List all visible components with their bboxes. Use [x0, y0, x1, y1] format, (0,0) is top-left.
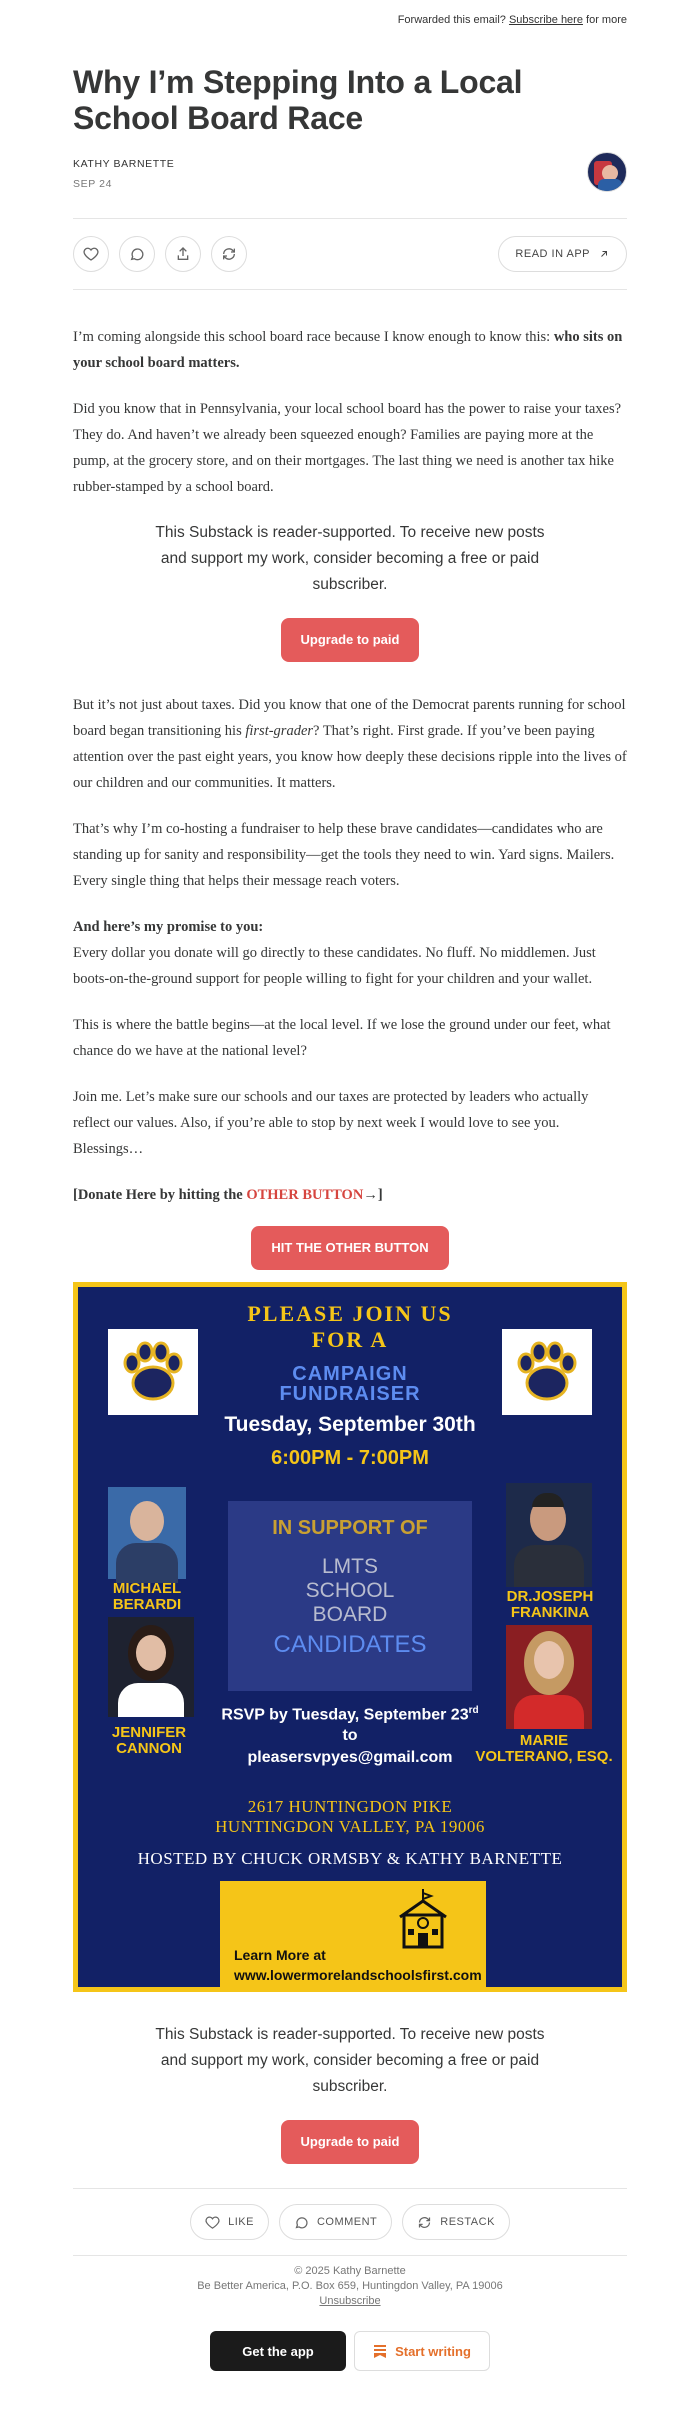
flyer-address-2: HUNTINGDON VALLEY, PA 19006	[215, 1817, 485, 1836]
lmts-line: LMTS	[321, 1555, 378, 1578]
lmts-line: SCHOOL	[305, 1579, 395, 1602]
flyer-fundraiser: FUNDRAISER	[279, 1383, 421, 1405]
paragraph-text: I’m coming alongside this school board race because I know enough to know this:	[73, 329, 554, 345]
paragraph: That’s why I’m co-hosting a fundraiser to help these brave candidates—candidates who are standing up for sanity and responsibility—get the tools they need to win. Yard signs. Mailers. Every single thing that helps their message reach voters.	[73, 821, 615, 889]
like-pill[interactable]	[190, 2204, 269, 2240]
promise-heading: And here’s my promise to you:	[73, 919, 264, 935]
arrow-up-right-icon	[598, 248, 610, 260]
paragraph: Did you know that in Pennsylvania, your local school board has the power to raise your taxes? They do. And haven’t we already been squeezed enough? Families are paying more at the pump, at the grocery store, and on their mortgages. The last thing we need is another tax hike rubber-stamped by a school board.	[73, 401, 622, 495]
read-in-app-label: READ IN APP	[515, 248, 590, 260]
avatar[interactable]	[587, 152, 627, 192]
candidate-last: FRANKINA	[510, 1604, 590, 1621]
candidate-first: MICHAEL	[112, 1580, 182, 1597]
flyer-hosted: HOSTED BY CHUCK ORMSBY & KATHY BARNETTE	[137, 1849, 563, 1868]
start-writing-button[interactable]	[354, 2331, 490, 2371]
flyer-join: PLEASE JOIN US	[247, 1301, 453, 1326]
read-in-app-button[interactable]	[498, 236, 627, 272]
paragraph	[73, 692, 627, 796]
school-icon	[390, 1887, 456, 1951]
upgrade-button-footer[interactable]: Upgrade to paid	[281, 2120, 420, 2164]
flyer-campaign: CAMPAIGN	[292, 1363, 408, 1385]
rsvp-text: RSVP by Tuesday, September 23	[221, 1706, 469, 1724]
subscribe-link[interactable]: Subscribe here	[508, 14, 583, 26]
support-candidates: CANDIDATES	[273, 1631, 427, 1658]
candidate-first: MARIE	[519, 1732, 569, 1749]
unsubscribe-link[interactable]: Unsubscribe	[319, 2295, 381, 2307]
substack-icon	[373, 2344, 387, 2358]
restack-button[interactable]	[211, 236, 247, 272]
forward-prefix: Forwarded this email?	[397, 14, 506, 26]
comment-icon	[294, 2215, 309, 2230]
learn-more-label: Learn More at	[234, 1947, 326, 1963]
paragraph-em: first-grader	[245, 723, 314, 739]
fundraiser-flyer[interactable]	[73, 1282, 627, 1992]
like-label: LIKE	[228, 2216, 254, 2228]
divider	[73, 289, 627, 290]
flyer-rsvp	[78, 1705, 622, 1724]
paragraph-text: But it’s not just about taxes. Did you know that one of the Democrat parents running for school board began transitioning his	[73, 697, 626, 739]
post-date: SEP 24	[73, 178, 113, 190]
byline	[73, 158, 627, 218]
forward-suffix: for more	[586, 14, 627, 26]
support-box	[228, 1501, 472, 1691]
subscribe-promo: This Substack is reader-supported. To receive new posts and support my work, consider becoming a free or paid subscriber.	[155, 524, 545, 593]
donate-arrow: →]	[363, 1187, 383, 1203]
support-lmts	[228, 1555, 472, 1627]
restack-label: RESTACK	[440, 2216, 495, 2228]
subscribe-promo-footer: This Substack is reader-supported. To receive new posts and support my work, consider becoming a free or paid subscriber.	[155, 2026, 545, 2095]
comment-label: COMMENT	[316, 2216, 378, 2228]
candidate-first: DR.JOSEPH	[506, 1588, 594, 1605]
comment-icon	[129, 246, 145, 262]
flyer-address-1: 2617 HUNTINGDON PIKE	[247, 1797, 453, 1816]
mailing-address: Be Better America, P.O. Box 659, Huntingdon Valley, PA 19006	[197, 2280, 503, 2292]
candidate-photo-cannon	[108, 1617, 194, 1717]
lmts-line: BOARD	[312, 1603, 388, 1626]
other-button-link[interactable]: OTHER BUTTON	[246, 1187, 364, 1203]
footer	[73, 2256, 627, 2309]
restack-icon	[221, 246, 237, 262]
flyer-to: to	[342, 1727, 358, 1744]
bottom-actions	[73, 2189, 627, 2255]
share-icon	[175, 246, 191, 262]
candidate-last: BERARDI	[112, 1596, 182, 1613]
restack-icon	[417, 2215, 432, 2230]
candidate-name-berardi	[100, 1581, 194, 1613]
paragraph: Join me. Let’s make sure our schools and our taxes are protected by leaders who actually reflect our values. Also, if you’re able to stop by next week I would love to see you. Blessings…	[73, 1089, 589, 1157]
learn-more-url: www.lowermorelandschoolsfirst.com	[234, 1967, 482, 1983]
flyer-date: Tuesday, September 30th	[224, 1413, 476, 1436]
rsvp-sup: rd	[468, 1705, 479, 1716]
share-button[interactable]	[165, 236, 201, 272]
copyright: © 2025 Kathy Barnette	[294, 2265, 406, 2277]
author-name[interactable]: KATHY BARNETTE	[73, 158, 175, 170]
candidate-photo-berardi	[108, 1487, 186, 1579]
post-actions	[73, 219, 627, 289]
heart-icon	[205, 2215, 220, 2230]
candidate-name-frankina	[490, 1589, 610, 1621]
paragraph	[73, 324, 627, 376]
candidate-first: JENNIFER	[111, 1724, 187, 1741]
like-button[interactable]	[73, 236, 109, 272]
post-title[interactable]: Why I’m Stepping Into a Local School Board Race	[73, 64, 523, 136]
paragraph	[73, 914, 627, 992]
donate-text: [Donate Here by hitting the	[73, 1187, 247, 1203]
flyer-time: 6:00PM - 7:00PM	[271, 1447, 429, 1469]
heart-icon	[83, 246, 99, 262]
paragraph-text: Every dollar you donate will go directly to these candidates. No fluff. No middlemen. Just boots-on-the-ground support for people willing to fight for your children and your wallet.	[73, 945, 596, 987]
post-body	[73, 324, 627, 1270]
hit-other-button[interactable]: HIT THE OTHER BUTTON	[251, 1226, 448, 1270]
support-heading: IN SUPPORT OF	[272, 1517, 428, 1539]
paragraph-text: ? That’s right. First grade. If you’ve been paying attention over the past eight years, you know how deeply these decisions ripple into the lives of our children and our communities. It matters.	[73, 723, 627, 791]
comment-button[interactable]	[119, 236, 155, 272]
candidate-photo-frankina	[506, 1483, 592, 1587]
donate-line	[73, 1182, 627, 1208]
comment-pill[interactable]	[279, 2204, 392, 2240]
paragraph: This is where the battle begins—at the local level. If we lose the ground under our feet, what chance do we have at the national level?	[73, 1017, 611, 1059]
forward-banner	[73, 0, 627, 40]
flyer-email: pleasersvpyes@gmail.com	[247, 1749, 453, 1766]
learn-more-box	[220, 1881, 486, 1992]
email-container	[73, 0, 627, 2391]
flyer-for-a: FOR A	[311, 1327, 389, 1352]
upgrade-button[interactable]: Upgrade to paid	[281, 618, 420, 662]
app-buttons	[73, 2331, 627, 2371]
restack-pill[interactable]	[402, 2204, 510, 2240]
start-writing-label: Start writing	[395, 2343, 471, 2359]
get-app-button[interactable]: Get the app	[210, 2331, 346, 2371]
candidate-last: VOLTERANO, ESQ.	[475, 1748, 613, 1765]
candidate-last: CANNON	[116, 1740, 182, 1757]
paragraph-bold: who sits on your school board matters.	[73, 329, 623, 371]
